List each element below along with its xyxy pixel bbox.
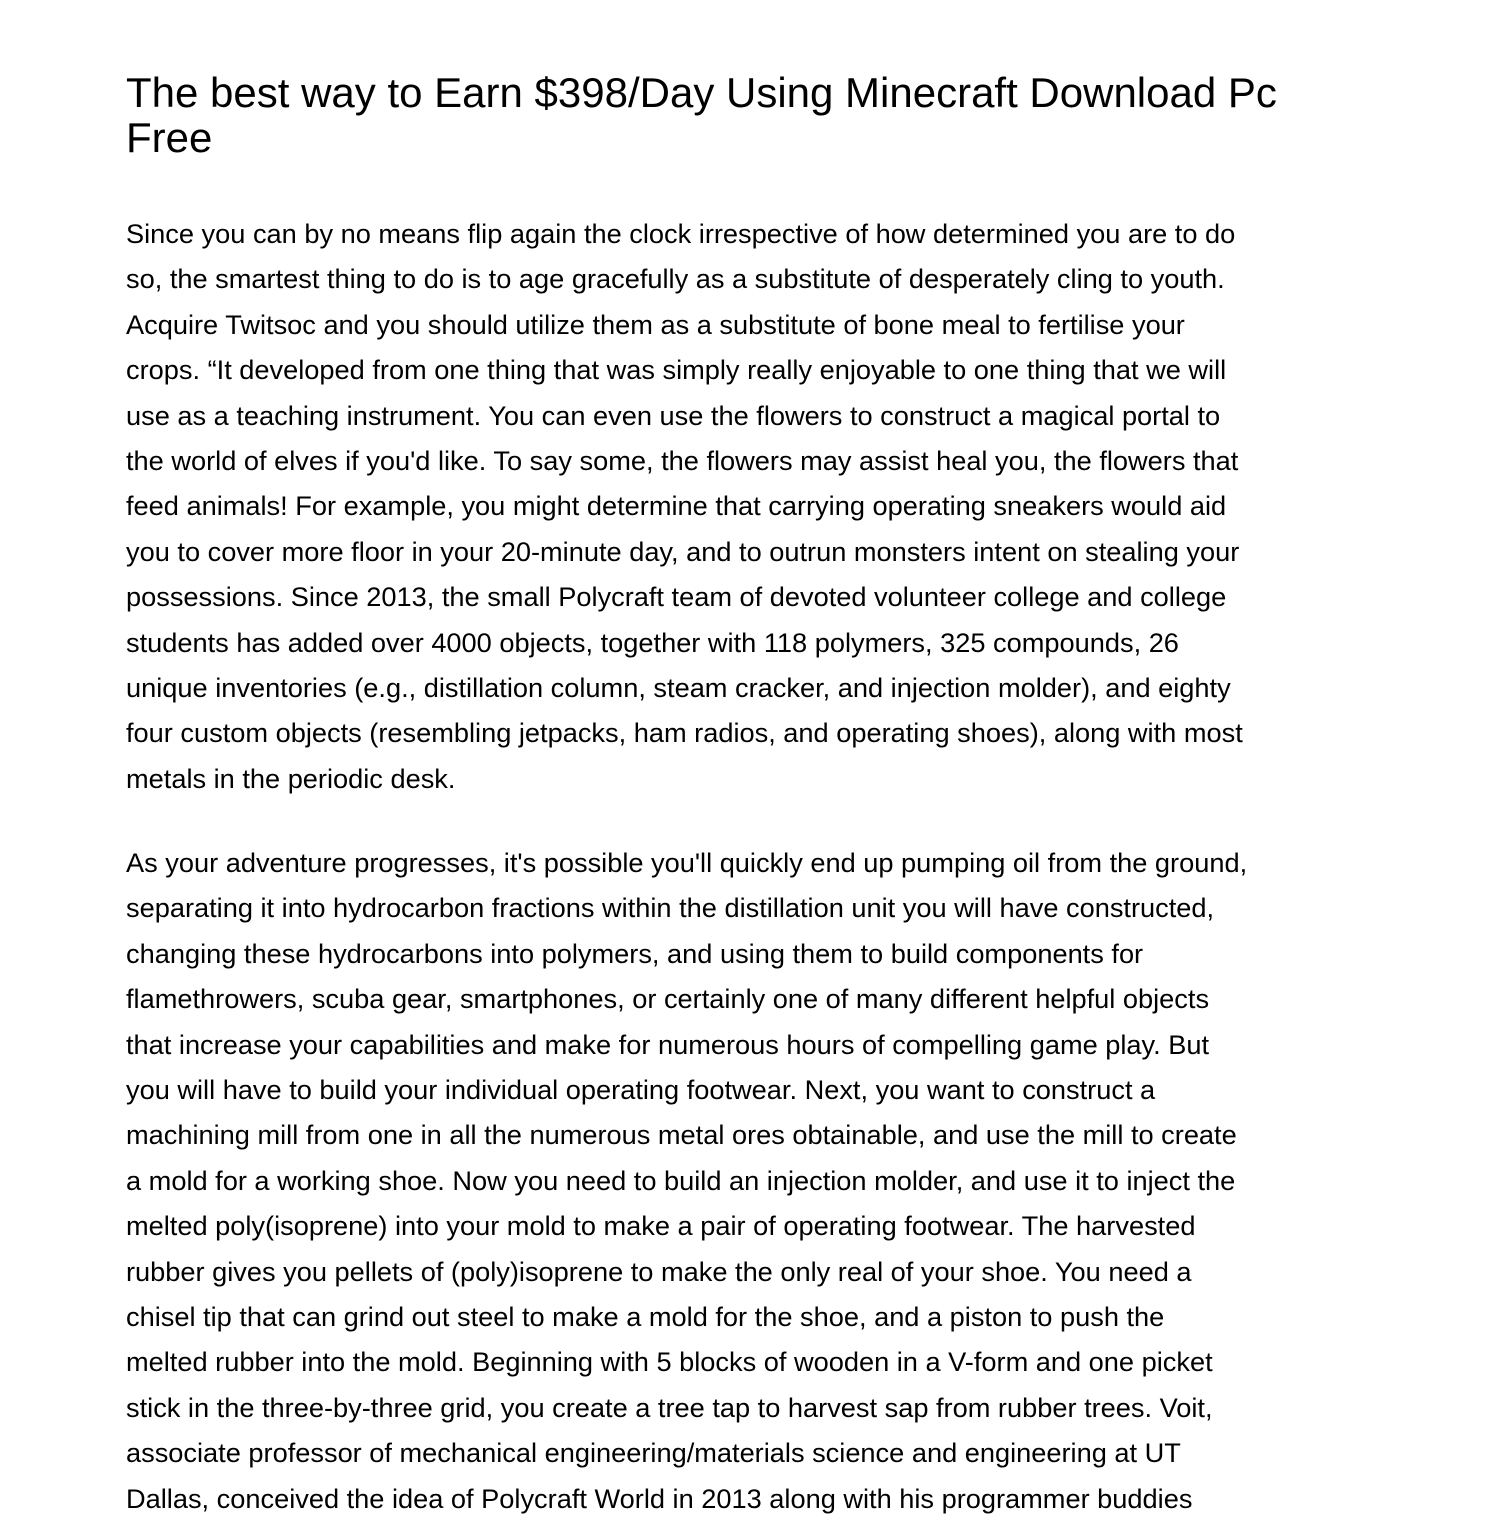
text-line: metals in the periodic desk. bbox=[126, 762, 456, 794]
text-line: that increase your capabilities and make for numerous hours of compelling game play. But bbox=[126, 1028, 1210, 1060]
text-line: flamethrowers, scuba gear, smartphones, or certainly one of many different helpful objects bbox=[126, 983, 1210, 1015]
text-line: separating it into hydrocarbon fractions within the distillation unit you will have constructed, bbox=[126, 892, 1215, 924]
paragraph-1 bbox=[126, 211, 1243, 801]
text-line: the world of elves if you'd like. To say some, the flowers may assist heal you, the flowers that bbox=[126, 445, 1239, 477]
text-line: crops. “It developed from one thing that was simply really enjoyable to one thing that we will bbox=[126, 354, 1227, 386]
title-line: The best way to Earn $398/Day Using Minecraft Download Pc bbox=[126, 69, 1277, 116]
text-line: melted rubber into the mold. Beginning with 5 blocks of wooden in a V-form and one picket bbox=[126, 1346, 1213, 1378]
text-line: melted poly(isoprene) into your mold to make a pair of operating footwear. The harvested bbox=[126, 1210, 1196, 1242]
text-line: four custom objects (resembling jetpacks, ham radios, and operating shoes), along with most bbox=[126, 717, 1243, 749]
title-line: Free bbox=[126, 114, 213, 161]
text-line: feed animals! For example, you might determine that carrying operating sneakers would aid bbox=[126, 490, 1227, 522]
text-line: you will have to build your individual operating footwear. Next, you want to construct a bbox=[126, 1074, 1156, 1106]
text-line: As your adventure progresses, it's possible you'll quickly end up pumping oil from the ground, bbox=[126, 847, 1248, 878]
text-line: possessions. Since 2013, the small Polycraft team of devoted volunteer college and college bbox=[126, 581, 1227, 613]
text-line: machining mill from one in all the numerous metal ores obtainable, and use the mill to create bbox=[126, 1119, 1237, 1151]
text-line: Acquire Twitsoc and you should utilize them as a substitute of bone meal to fertilise your bbox=[126, 308, 1185, 340]
text-line: use as a teaching instrument. You can even use the flowers to construct a magical portal to bbox=[126, 399, 1221, 431]
text-line: Since you can by no means flip again the clock irrespective of how determined you are to do bbox=[126, 218, 1236, 249]
text-line: stick in the three-by-three grid, you create a tree tap to harvest sap from rubber trees. Voit, bbox=[126, 1391, 1213, 1423]
paragraph-2 bbox=[126, 840, 1247, 1521]
text-line: changing these hydrocarbons into polymers, and using them to build components for bbox=[126, 937, 1144, 969]
text-line: chisel tip that can grind out steel to make a mold for the shoe, and a piston to push the bbox=[126, 1301, 1165, 1333]
text-line: you to cover more floor in your 20-minute day, and to outrun monsters intent on stealing your bbox=[126, 535, 1240, 567]
text-line: unique inventories (e.g., distillation column, steam cracker, and injection molder), and eighty bbox=[126, 672, 1231, 704]
text-line: rubber gives you pellets of (poly)isoprene to make the only real of your shoe. You need a bbox=[126, 1255, 1192, 1287]
page-title bbox=[126, 70, 1277, 160]
text-line: so, the smartest thing to do is to age gracefully as a substitute of desperately cling to youth. bbox=[126, 263, 1225, 295]
text-line: students has added over 4000 objects, together with 118 polymers, 325 compounds, 26 bbox=[126, 626, 1179, 658]
text-line: associate professor of mechanical engineering/materials science and engineering at UT bbox=[126, 1437, 1181, 1469]
text-line: Dallas, conceived the idea of Polycraft World in 2013 along with his programmer buddies bbox=[126, 1482, 1193, 1514]
text-line: a mold for a working shoe. Now you need to build an injection molder, and use it to inject the bbox=[126, 1164, 1236, 1196]
